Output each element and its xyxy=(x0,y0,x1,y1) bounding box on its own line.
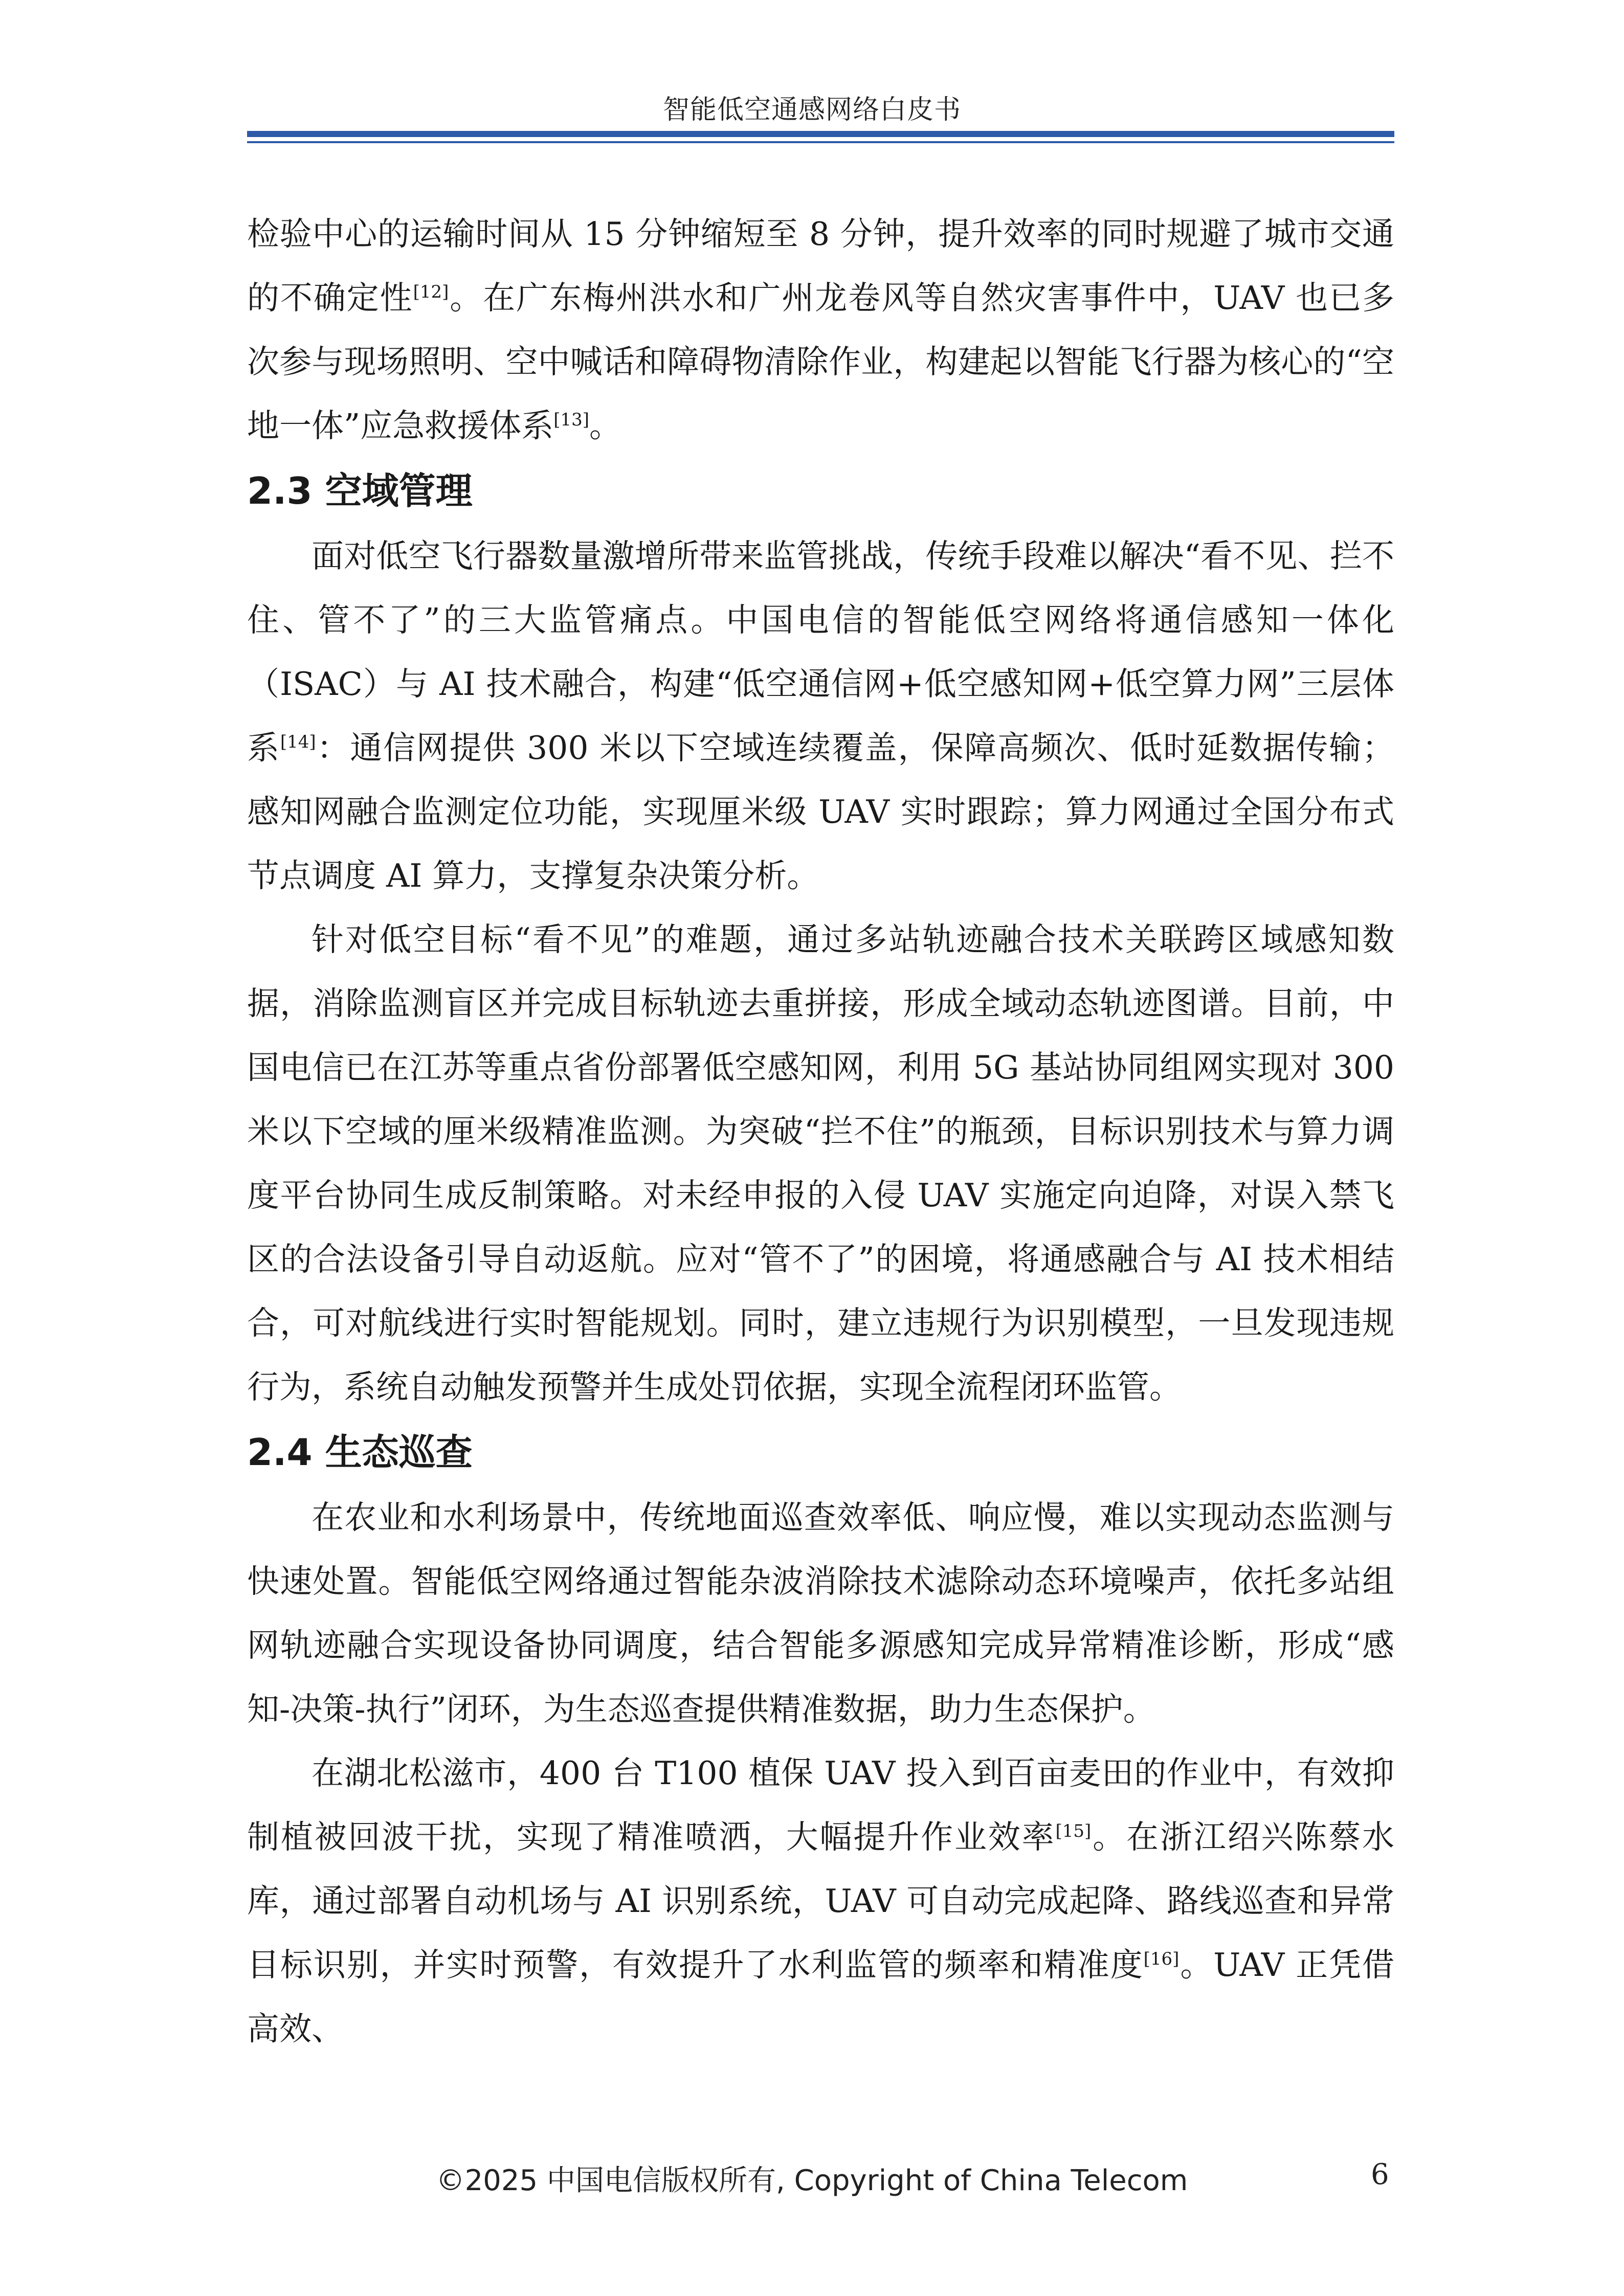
paragraph-airspace-detail: 针对低空目标“看不见”的难题，通过多站轨迹融合技术关联跨区域感知数据，消除监测盲区并完成目标轨迹去重拼接，形成全域动态轨迹图谱。目前，中国电信已在江苏等重点省份部署低空感知网，利用 5G 基站协同组网实现对 300 米以下空域的厘米级精准监测。为突破“拦不住”的瓶颈，目标识别技术与算力调度平台协同生成反制策略。对未经申报的入侵 UAV 实施定向迫降，对误入禁飞区的合法设备引导自动返航。应对“管不了”的困境，将通感融合与 AI 技术相结合，可对航线进行实时智能规划。同时，建立违规行为识别模型，一旦发现违规行为，系统自动触发预警并生成处罚依据，实现全流程闭环监管。 xyxy=(247,921,1394,1406)
page-content xyxy=(247,202,1394,2061)
section-heading-2-4: 2.4 生态巡查 xyxy=(247,1431,473,1474)
paragraph-eco-intro: 在农业和水利场景中，传统地面巡查效率低、响应慢，难以实现动态监测与快速处置。智能低空网络通过智能杂波消除技术滤除动态环境噪声，依托多站组网轨迹融合实现设备协同调度，结合智能多源感知完成异常精准诊断，形成“感知-决策-执行”闭环，为生态巡查提供精准数据，助力生态保护。 xyxy=(247,1499,1394,1728)
header-rule-thin xyxy=(247,141,1394,143)
citation-13: [13] xyxy=(553,410,590,430)
page-header xyxy=(0,0,1624,153)
section-heading-2-3: 2.3 空域管理 xyxy=(247,469,473,512)
header-rule-thick xyxy=(247,131,1394,137)
paragraph-eco-cases: 在湖北松滋市，400 台 T100 植保 UAV 投入到百亩麦田的作业中，有效抑制植被回波干扰，实现了精准喷洒，大幅提升作业效率[15]。在浙江绍兴陈蔡水库，通过部署自动机场与 AI 识别系统，UAV 可自动完成起降、路线巡查和异常目标识别，并实时预警，有效提升了水利监管的频率和精准度[16]。UAV 正凭借高效、 xyxy=(247,1754,1395,2047)
page-footer xyxy=(0,2158,1624,2209)
page-number: 6 xyxy=(1371,2158,1389,2191)
citation-12: [12] xyxy=(413,282,449,302)
document-title: 智能低空通感网络白皮书 xyxy=(662,95,961,125)
citation-14: [14] xyxy=(280,732,316,752)
citation-16: [16] xyxy=(1143,1949,1180,1969)
paragraph-continued: 检验中心的运输时间从 15 分钟缩短至 8 分钟，提升效率的同时规避了城市交通的不确定性[12]。在广东梅州洪水和广州龙卷风等自然灾害事件中，UAV 也已多次参与现场照明、空中喊话和障碍物清除作业，构建起以智能飞行器为核心的“空地一体”应急救援体系[13]。 xyxy=(247,215,1394,444)
paragraph-airspace-intro: 面对低空飞行器数量激增所带来监管挑战，传统手段难以解决“看不见、拦不住、管不了”的三大监管痛点。中国电信的智能低空网络将通信感知一体化（ISAC）与 AI 技术融合，构建“低空通信网+低空感知网+低空算力网”三层体系[14]：通信网提供 300 米以下空域连续覆盖，保障高频次、低时延数据传输；感知网融合监测定位功能，实现厘米级 UAV 实时跟踪；算力网通过全国分布式节点调度 AI 算力，支撑复杂决策分析。 xyxy=(247,537,1394,894)
citation-15: [15] xyxy=(1055,1821,1092,1841)
copyright-notice: ©2025 中国电信版权所有, Copyright of China Telecom xyxy=(436,2164,1188,2197)
